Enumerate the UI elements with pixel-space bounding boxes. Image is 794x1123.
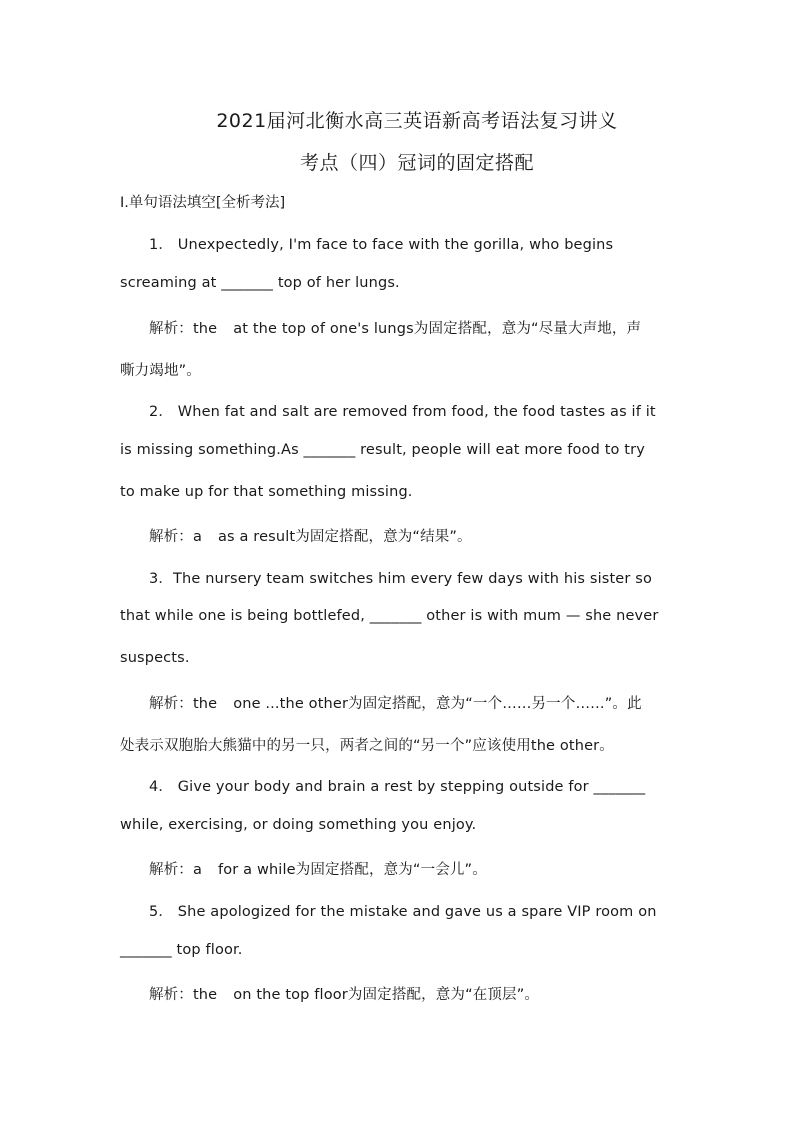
answer-5: 解析：the	[149, 987, 218, 1003]
answer-2: 解析：a	[149, 529, 202, 545]
explanation-4-line-1: for a while为固定搭配，意为“一会儿”。	[218, 862, 487, 878]
explanation-5-line-1: on the top floor为固定搭配，意为“在顶层”。	[233, 987, 540, 1003]
answer-4: 解析：a	[149, 862, 202, 878]
question-5-line-2: _______ top floor.	[120, 942, 243, 958]
answer-1: 解析：the	[149, 321, 218, 337]
document-title: 2021届河北衡水高三英语新高考语法复习讲义	[216, 110, 618, 132]
question-2-line-1: 2． When fat and salt are removed from food, the food tastes as if it	[149, 404, 656, 420]
question-4-line-2: while, exercising, or doing something you enjoy.	[120, 817, 477, 833]
explanation-3	[149, 692, 679, 713]
explanation-5	[149, 983, 679, 1004]
document-subtitle: 考点（四）冠词的固定搭配	[299, 152, 534, 174]
explanation-3-line-2: 处表示双胞胎大熊猫中的另一只，两者之间的“另一个”应该使用the other。	[120, 738, 614, 754]
question-5-line-1: 5． She apologized for the mistake and gave us a spare VIP room on	[149, 904, 657, 920]
question-1-line-2: screaming at _______ top of her lungs.	[120, 275, 400, 291]
question-3-line-1: 3．The nursery team switches him every few days with his sister so	[149, 571, 652, 587]
question-2-line-3: to make up for that something missing.	[120, 484, 413, 500]
explanation-2	[149, 525, 679, 546]
answer-3: 解析：the	[149, 696, 218, 712]
explanation-1-line-1: at the top of one's lungs为固定搭配，意为“尽量大声地，声	[233, 321, 642, 337]
explanation-3-line-1: one ...the other为固定搭配，意为“一个……另一个……”。此	[233, 696, 642, 712]
question-2-line-2: is missing something.As _______ result, people will eat more food to try	[120, 442, 645, 458]
question-4-line-1: 4． Give your body and brain a rest by stepping outside for _______	[149, 779, 646, 795]
section-heading: Ⅰ.单句语法填空[全析考法]	[120, 195, 286, 211]
explanation-4	[149, 858, 679, 879]
question-3-line-3: suspects.	[120, 650, 190, 666]
explanation-2-line-1: as a result为固定搭配，意为“结果”。	[218, 529, 472, 545]
explanation-1	[149, 317, 679, 338]
explanation-1-line-2: 嘶力竭地”。	[120, 363, 201, 379]
question-1-line-1: 1． Unexpectedly, I'm face to face with the gorilla, who begins	[149, 237, 614, 253]
question-3-line-2: that while one is being bottlefed, _______ other is with mum — she never	[120, 608, 659, 624]
